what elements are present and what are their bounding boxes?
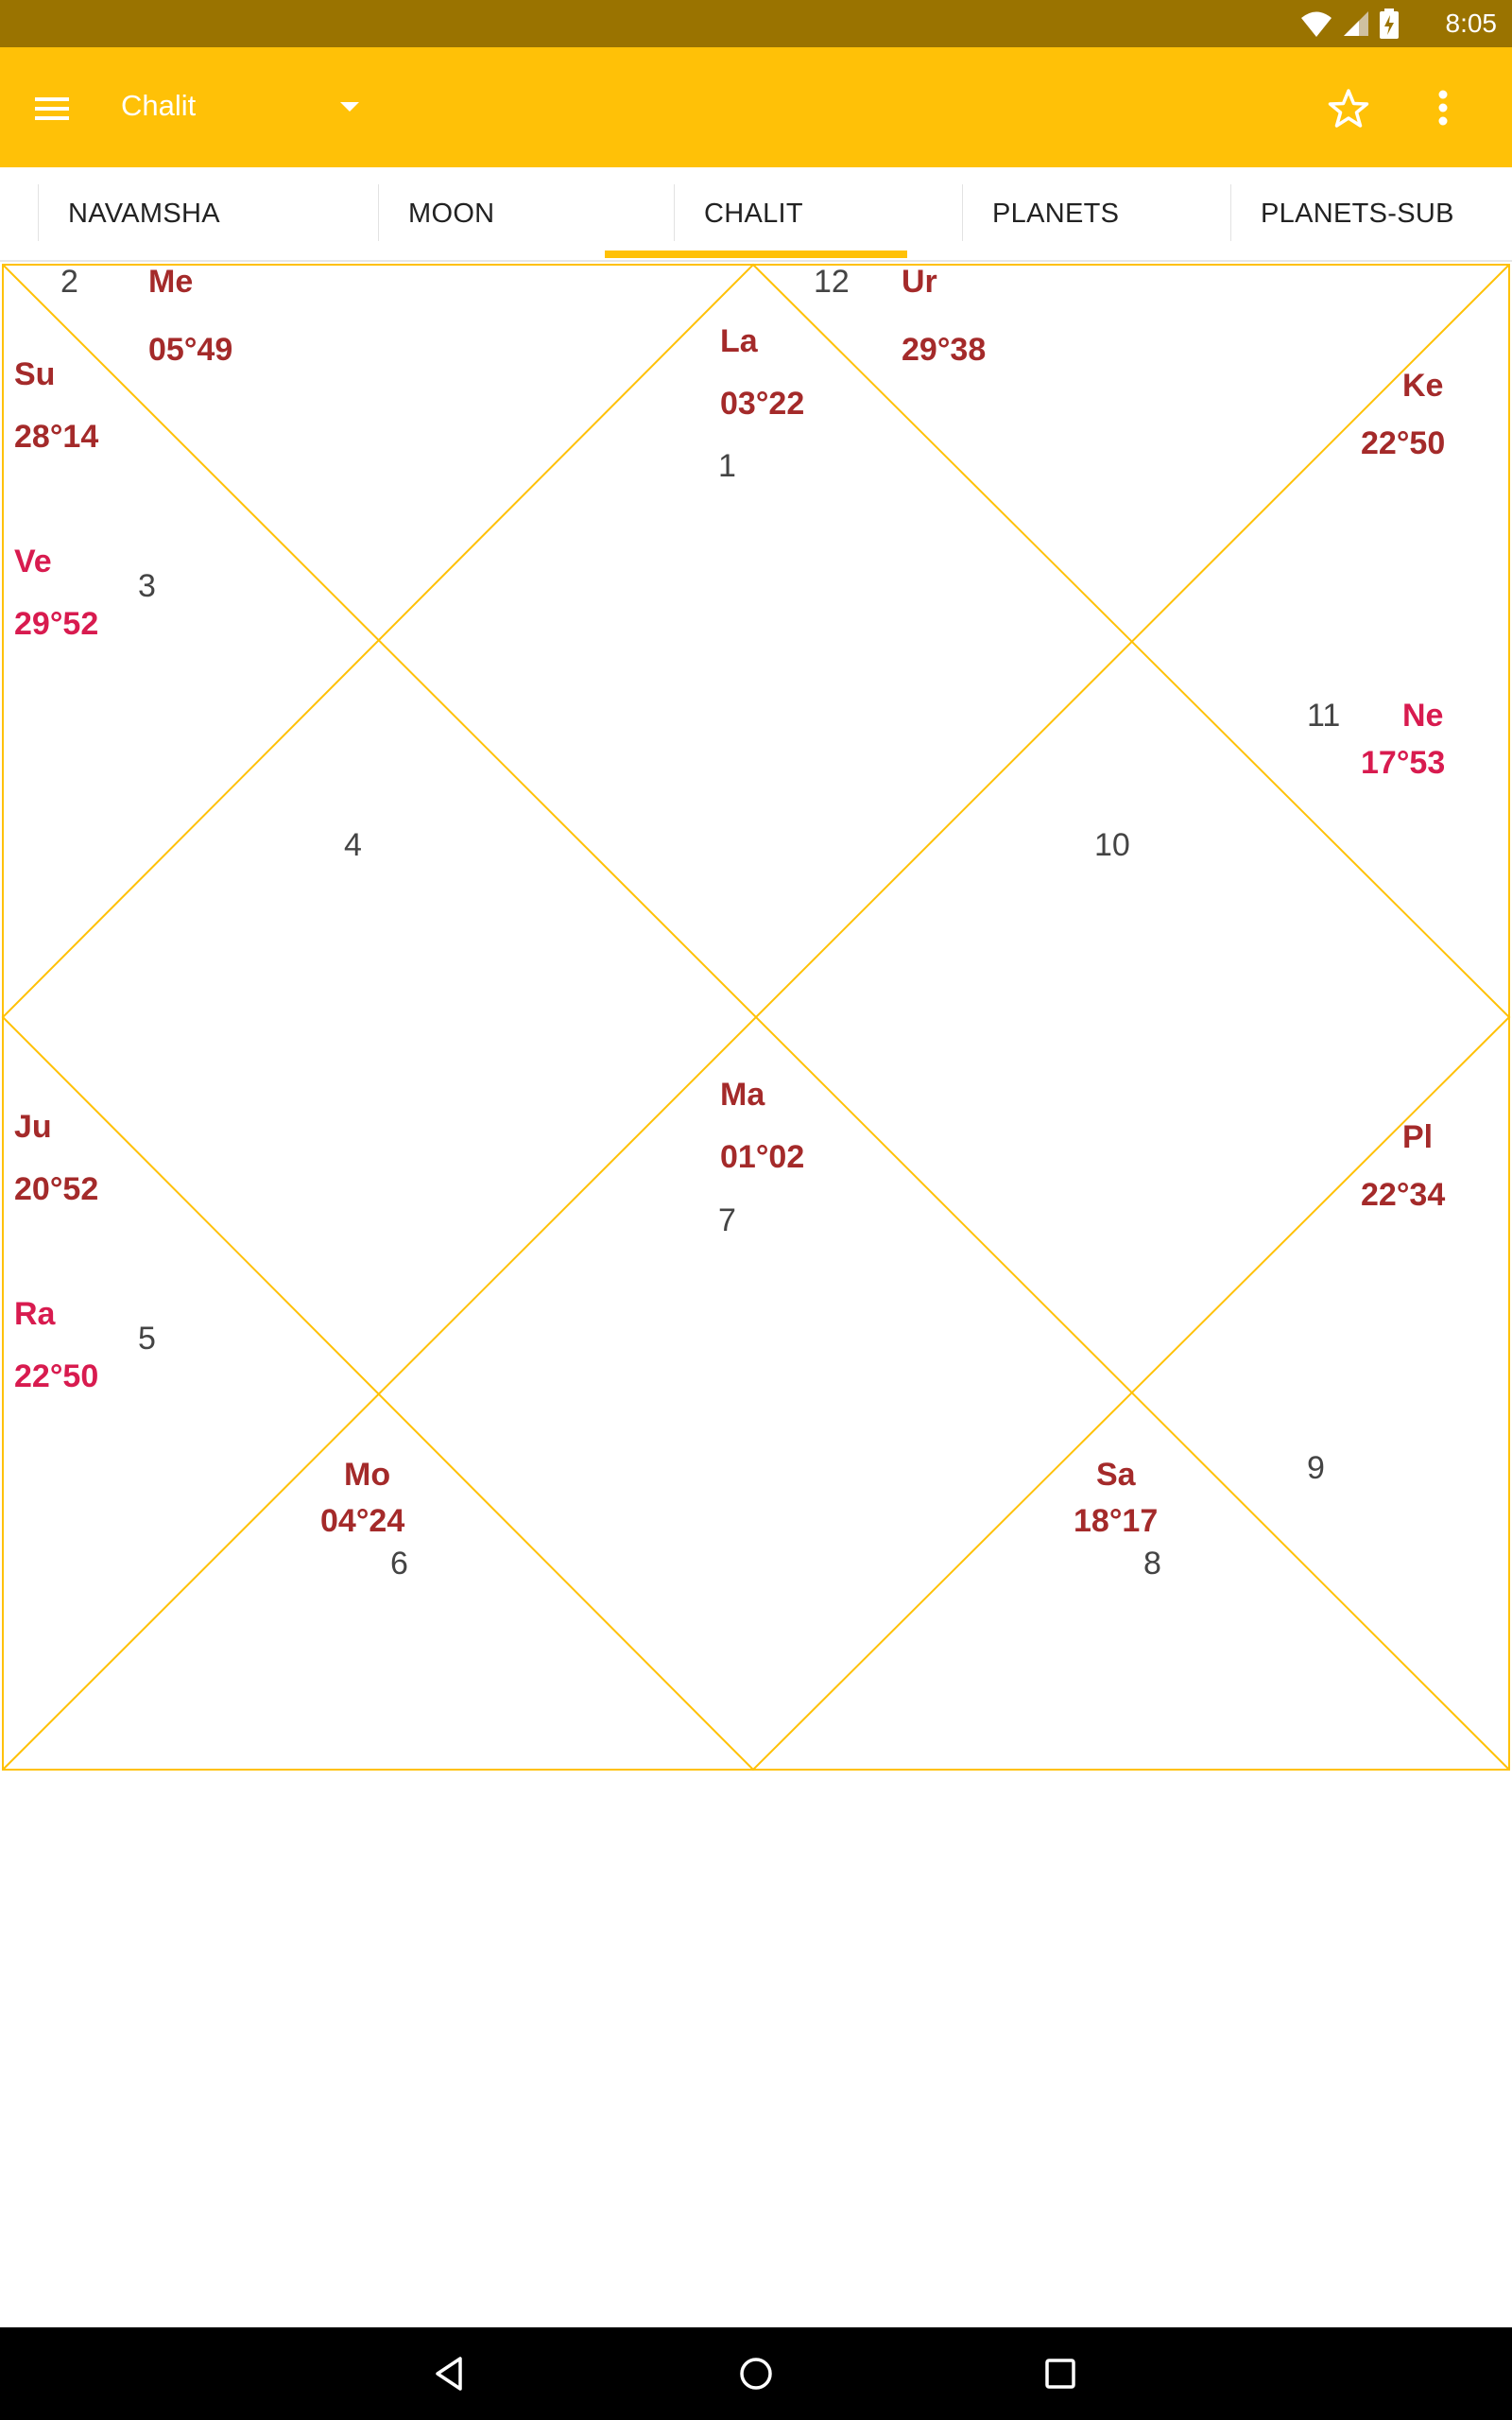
- tab-planets-sub[interactable]: PLANETS-SUB: [1261, 199, 1454, 229]
- more-options-button[interactable]: [1422, 81, 1460, 134]
- planet-sa: Sa: [1096, 1457, 1136, 1493]
- house-number-8: 8: [1143, 1546, 1161, 1582]
- planet-ne-degree: 17°53: [1361, 745, 1446, 781]
- planet-ur-degree: 29°38: [902, 332, 987, 368]
- tab-divider: [38, 184, 39, 241]
- chart-grid: [0, 263, 1512, 1773]
- planet-su: Su: [14, 356, 56, 392]
- planet-la-degree: 03°22: [720, 386, 805, 422]
- planet-pl-degree: 22°34: [1361, 1177, 1446, 1213]
- house-number-1: 1: [718, 448, 736, 484]
- planet-ve: Ve: [14, 544, 52, 579]
- back-icon: [428, 2350, 475, 2397]
- planet-me-degree: 05°49: [148, 332, 233, 368]
- house-number-6: 6: [390, 1546, 408, 1582]
- planet-mo: Mo: [344, 1457, 391, 1493]
- house-number-2: 2: [60, 264, 78, 300]
- planet-su-degree: 28°14: [14, 419, 99, 455]
- wifi-icon: [1300, 9, 1332, 38]
- planet-la: La: [720, 323, 758, 359]
- planet-ra: Ra: [14, 1296, 56, 1332]
- home-icon: [732, 2350, 780, 2397]
- more-vert-icon: [1422, 81, 1460, 134]
- planet-ur: Ur: [902, 264, 937, 300]
- app-bar: [0, 47, 1512, 167]
- menu-button[interactable]: [28, 85, 76, 132]
- navigation-bar: [0, 2327, 1512, 2420]
- signal-icon: [1342, 9, 1370, 38]
- page-title: Chalit: [121, 89, 197, 122]
- tab-divider: [674, 184, 675, 241]
- status-time: 8:05: [1445, 9, 1497, 38]
- home-button[interactable]: [732, 2350, 780, 2397]
- planet-ke-degree: 22°50: [1361, 425, 1446, 461]
- planet-me: Me: [148, 264, 194, 300]
- planet-sa-degree: 18°17: [1074, 1503, 1159, 1539]
- dropdown-caret-icon: [340, 102, 359, 112]
- house-number-4: 4: [344, 827, 362, 863]
- planet-ra-degree: 22°50: [14, 1358, 99, 1394]
- tab-moon[interactable]: MOON: [408, 199, 495, 229]
- house-number-5: 5: [138, 1321, 156, 1357]
- tab-navamsha[interactable]: NAVAMSHA: [68, 199, 220, 229]
- planet-ma-degree: 01°02: [720, 1139, 805, 1175]
- house-number-7: 7: [718, 1202, 736, 1238]
- tab-planets[interactable]: PLANETS: [992, 199, 1120, 229]
- tab-chalit[interactable]: CHALIT: [704, 199, 803, 229]
- star-outline-icon: [1325, 81, 1372, 134]
- planet-mo-degree: 04°24: [320, 1503, 405, 1539]
- planet-ju-degree: 20°52: [14, 1171, 99, 1207]
- hamburger-menu-icon: [28, 85, 76, 132]
- planet-ke: Ke: [1402, 368, 1444, 404]
- tab-bar: [0, 167, 1512, 262]
- tab-divider: [378, 184, 379, 241]
- recents-icon: [1037, 2350, 1084, 2397]
- planet-pl: Pl: [1402, 1119, 1434, 1155]
- planet-ve-degree: 29°52: [14, 606, 99, 642]
- chalit-chart: [0, 263, 1512, 1773]
- recents-button[interactable]: [1037, 2350, 1084, 2397]
- house-number-10: 10: [1094, 827, 1130, 863]
- house-number-9: 9: [1307, 1450, 1325, 1486]
- house-number-3: 3: [138, 568, 156, 604]
- status-bar: [0, 0, 1512, 47]
- tab-divider: [962, 184, 963, 241]
- selected-tab-indicator: [605, 251, 907, 258]
- planet-ne: Ne: [1402, 698, 1444, 734]
- house-number-11: 11: [1307, 698, 1341, 734]
- favorite-button[interactable]: [1325, 81, 1372, 134]
- planet-ju: Ju: [14, 1109, 52, 1145]
- status-icons: [1300, 8, 1399, 40]
- back-button[interactable]: [428, 2350, 475, 2397]
- planet-ma: Ma: [720, 1077, 765, 1113]
- battery-charging-icon: [1380, 9, 1399, 39]
- house-number-12: 12: [814, 264, 850, 300]
- chart-type-dropdown[interactable]: [121, 85, 376, 132]
- tab-divider: [1230, 184, 1231, 241]
